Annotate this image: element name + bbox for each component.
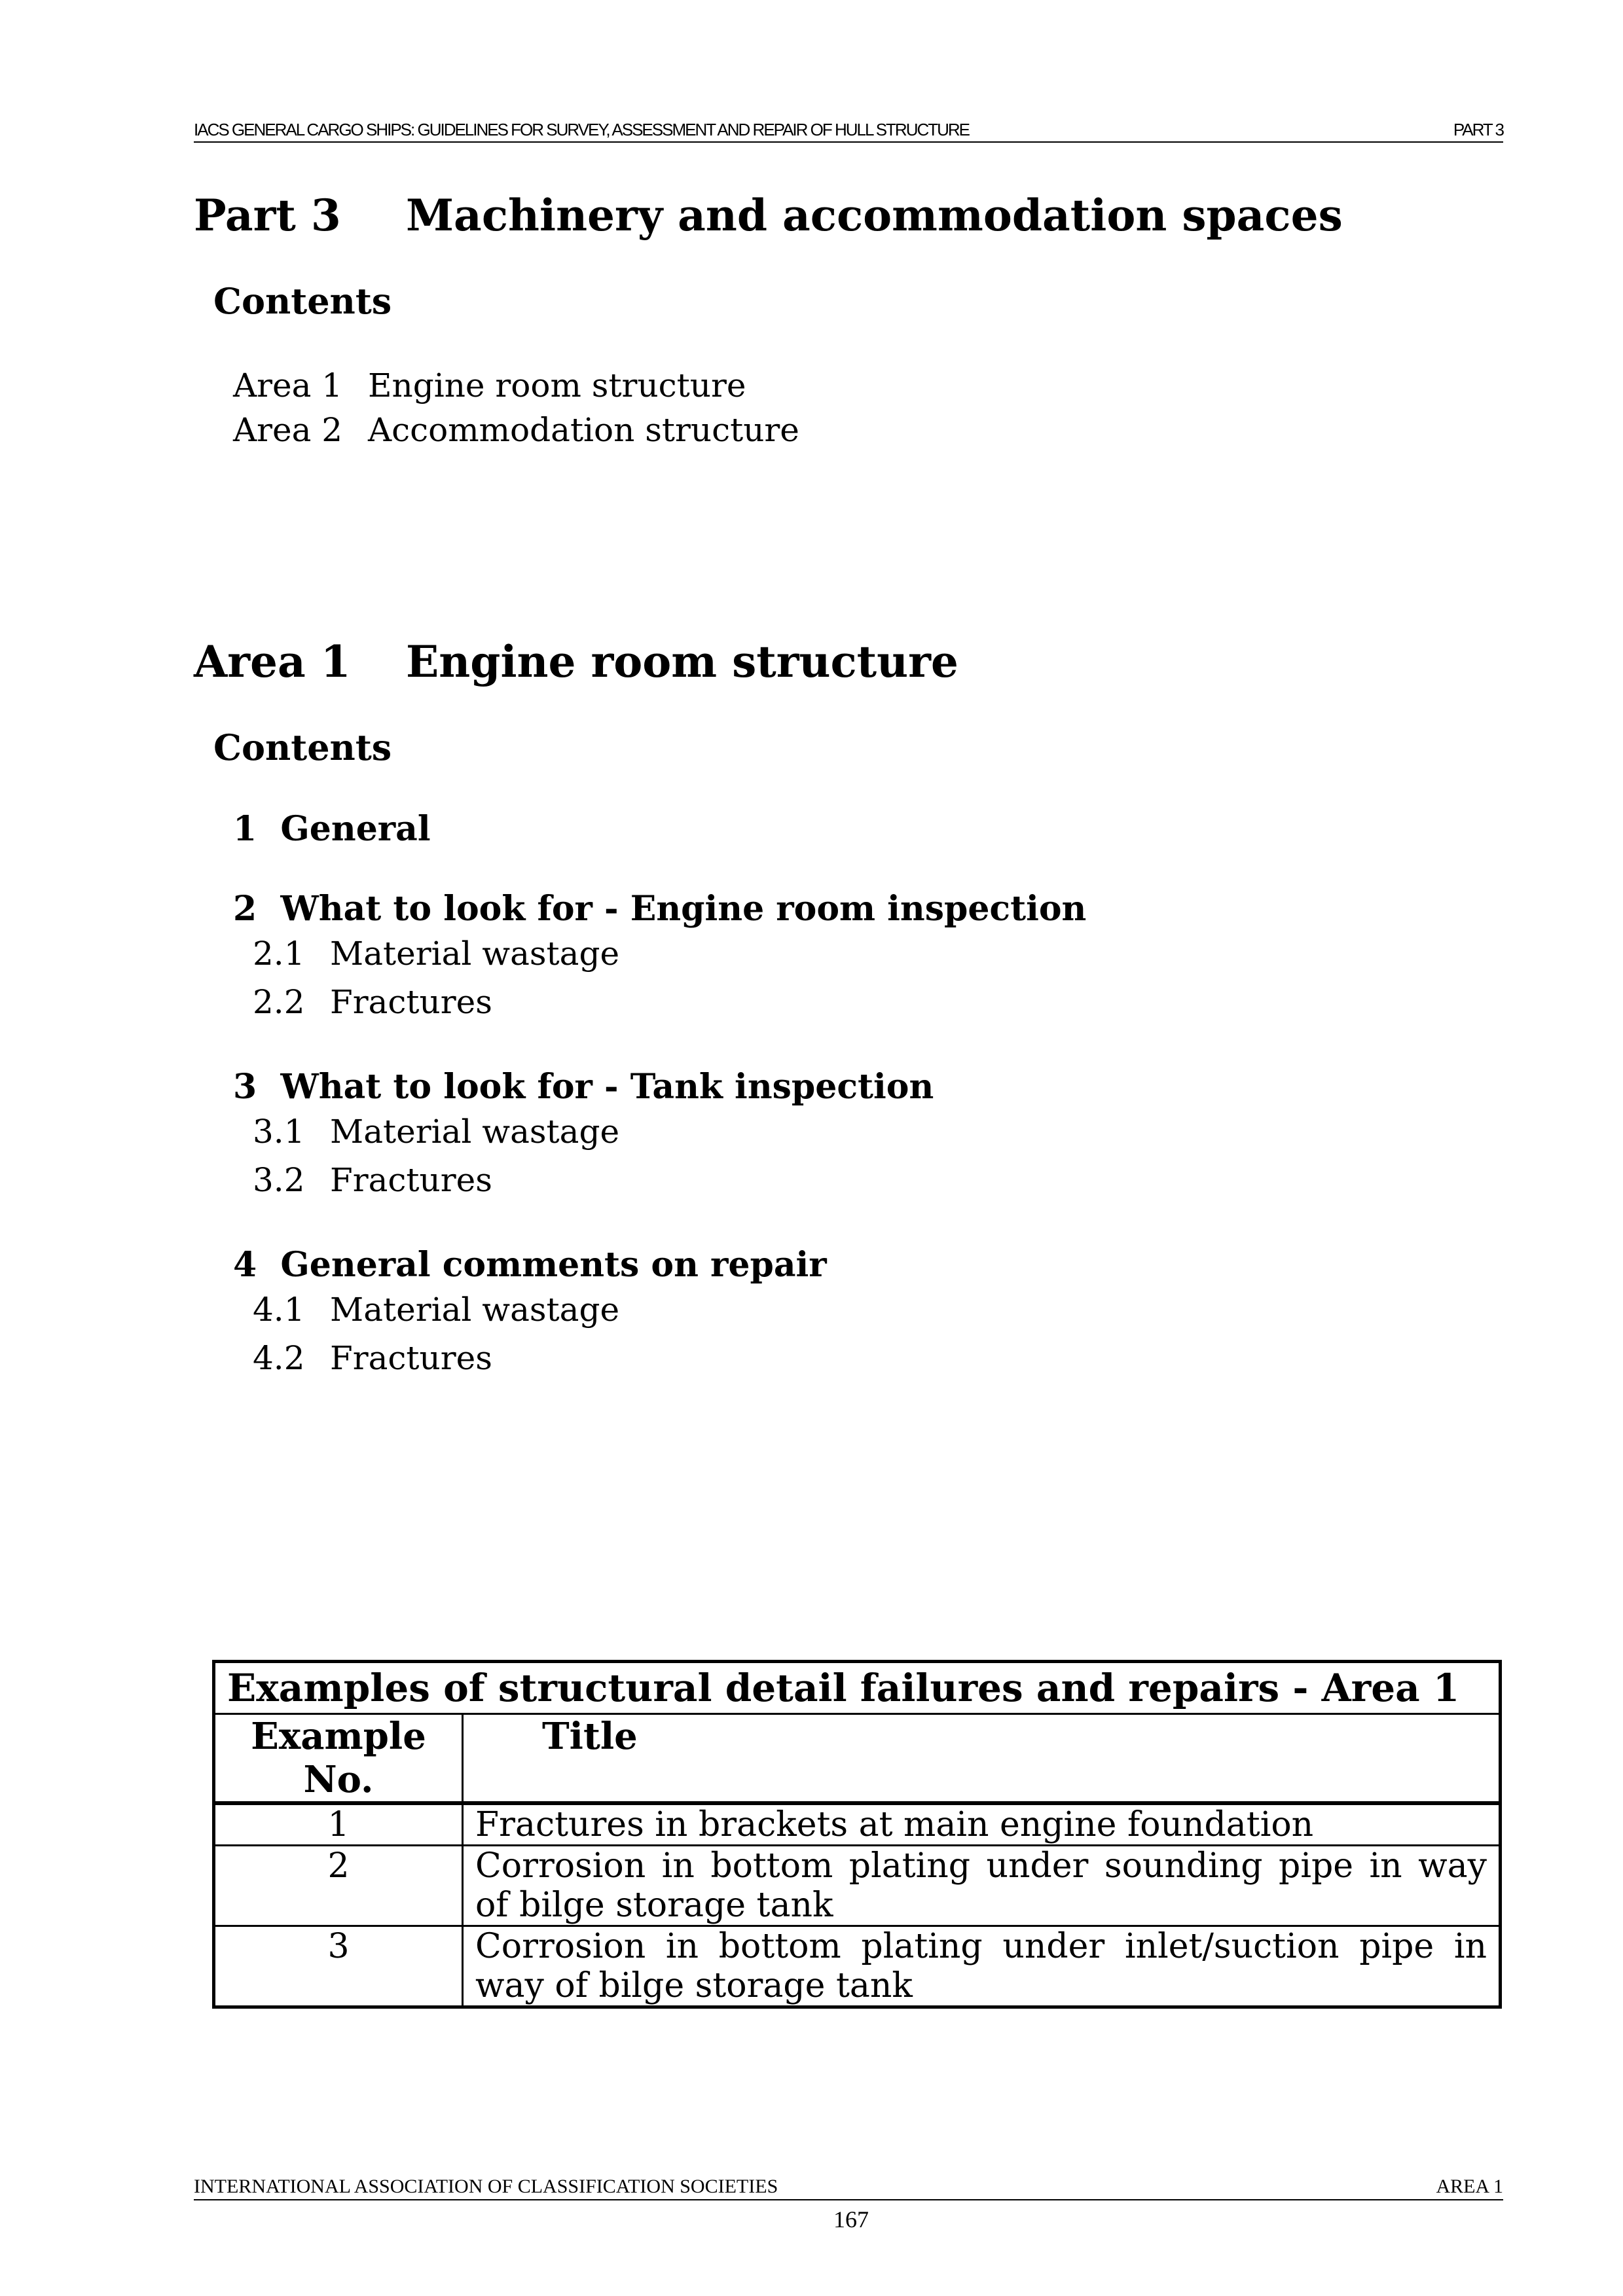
footer-area: AREA 1 [1436,2176,1503,2197]
example-number: 3 [214,1926,463,2007]
table-row [214,1803,1501,1846]
section-heading: 3 What to look for - Tank inspection [233,1067,934,1107]
column-header-title: Title [463,1714,1501,1804]
subsection-number: 4.1 [253,1291,305,1329]
running-footer [194,2174,1503,2200]
area-contents-heading: Contents [213,726,392,768]
part-title: Machinery and accommodation spaces [406,190,1343,241]
example-title: Fractures in brackets at main engine foundation [463,1803,1501,1846]
example-title: Corrosion in bottom plating under sounding pipe in way of bilge storage tank [463,1846,1501,1926]
subsection-label: Fractures [330,1339,492,1377]
examples-table [212,1660,1502,2009]
part-contents-heading: Contents [213,280,392,322]
footer-organization: INTERNATIONAL ASSOCIATION OF CLASSIFICATION SOCIETIES [194,2176,778,2197]
part-number: Part 3 [194,190,341,241]
subsection-number: 2.2 [253,983,305,1021]
section-heading: 2 What to look for - Engine room inspection [233,889,1087,929]
subsection-number: 2.1 [253,935,305,973]
subsection-label: Material wastage [330,935,620,973]
subsection-number: 3.2 [253,1161,305,1199]
subsection-number: 3.1 [253,1113,305,1151]
table-caption: Examples of structural detail failures and repairs - Area 1 [214,1662,1501,1714]
section-heading: 1 General [233,809,431,849]
example-title: Corrosion in bottom plating under inlet/suction pipe in way of bilge storage tank [463,1926,1501,2007]
subsection-label: Material wastage [330,1113,620,1151]
area-number: Area 1 [194,636,351,687]
area-title: Engine room structure [406,636,958,687]
subsection-number: 4.2 [253,1339,305,1377]
section-heading: 4 General comments on repair [233,1245,827,1285]
subsection-label: Material wastage [330,1291,620,1329]
table-row [214,1926,1501,2007]
running-header [194,118,1503,143]
part-item-label: Engine room structure [368,367,746,404]
table-row [214,1846,1501,1926]
example-number: 1 [214,1803,463,1846]
table-caption-row [214,1662,1501,1714]
header-title: IACS GENERAL CARGO SHIPS: GUIDELINES FOR SURVEY, ASSESSMENT AND REPAIR OF HULL STRUCTURE [194,120,970,139]
column-header-example-no: Example No. [214,1714,463,1804]
part-item-number: Area 2 [233,411,343,449]
header-part: PART 3 [1453,120,1503,139]
part-item-number: Area 1 [233,367,343,404]
subsection-label: Fractures [330,1161,492,1199]
page-number: 167 [833,2206,869,2233]
example-number: 2 [214,1846,463,1926]
subsection-label: Fractures [330,983,492,1021]
part-item-label: Accommodation structure [368,411,799,449]
table-header-row [214,1714,1501,1804]
